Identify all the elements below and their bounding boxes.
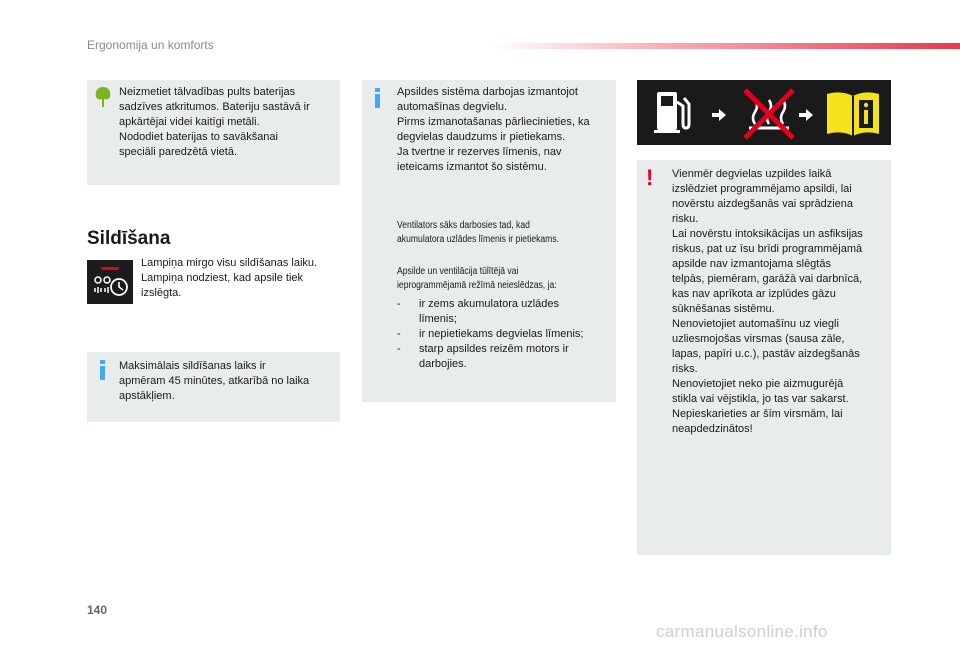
arrow-right-icon: [712, 109, 726, 121]
arrow-right-icon: [799, 109, 813, 121]
page-number: 140: [87, 603, 108, 617]
warning-note-box: [637, 160, 891, 555]
leaf-icon: [95, 86, 111, 108]
list-item: - ir zems akumulatora uzlādes līmenis;: [397, 297, 613, 327]
info-para-conditions: Apsilde un ventilācija tūlītējā vai ieprogrammējamā režīmā neieslēdzas, ja:: [397, 266, 557, 291]
info-para-fuel: Apsildes sistēma darbojas izmantojot automašīnas degvielu. Pirms izmanotašanas pārliecinieties, ka degvielas daudzums ir pietiekams. Ja tvertne ir rezerves līmenis, nav ieteicams izmantot šo sistēmu.: [397, 86, 590, 173]
fuel-pump-icon: [654, 92, 689, 133]
manual-book-icon: [827, 92, 879, 136]
info-note-text-left: Maksimālais sildīšanas laiks ir apmēram 45 minūtes, atkarībā no laika apstākļiem.: [119, 360, 310, 402]
header-accent-bar: [490, 43, 960, 49]
info-icon: [375, 88, 382, 108]
info-para-fan: Ventilators sāks darbosies tad, kad akumulatora uzlādes līmenis ir pietiekams.: [397, 220, 560, 245]
crossed-heater-icon: [745, 90, 793, 138]
eco-note-box: [87, 80, 340, 185]
list-item: - ir nepietiekams degvielas līmenis;: [397, 327, 613, 342]
lamp-description: Lampiņa mirgo visu sildīšanas laiku. Lampiņa nodziest, kad apsile tiek izslēgta.: [141, 257, 318, 299]
list-item: - starp apsildes reizēm motors ir darbojies.: [397, 342, 613, 372]
pictogram-strip: [637, 80, 891, 145]
conditions-list: [397, 297, 613, 372]
page-header-title: Ergonomija un komforts: [87, 38, 214, 52]
eco-note-text: Neizmetiet tālvadības pults baterijas sadzīves atkritumos. Bateriju sastāvā ir apkārtējai videi kaitīgi metāli. Nododiet baterijas to savākšanai speciāli paredzētā vietā.: [119, 86, 310, 158]
watermark: carmanualsonline.info: [656, 622, 828, 641]
info-icon: [100, 360, 107, 380]
heater-timer-icon: [87, 260, 133, 304]
section-title: Sildīšana: [87, 228, 171, 249]
warning-note-text: Vienmēr degvielas uzpildes laikā izslēdziet programmējamo apsildi, lai novērstu aizdegšanās vai sprādziena risku. Lai novērstu intoksikācijas un asfiksijas riskus, pat uz īsu brīdi programmējamā apsilde nav izmantojama slēgtās telpās, piemēram, garāžā vai darbnīcā, kas nav aprīkota ar izplūdes gāzu sūknēšanas sistēmu. Nenovietojiet automašīnu uz viegli uzliesmojošas virsmas (sausa zāle, lapas, papīri u.c.), pastāv aizdegšanās risks. Nenovietojiet neko pie aizmugurējā stikla vai vējstikla, jo tas var sakarst. Nepieskarieties ar šīm virsmām, lai neapdedzinātos!: [672, 168, 863, 435]
info-note-box-middle: [362, 80, 616, 402]
exclamation-icon: !: [646, 165, 654, 190]
info-note-box-left: [87, 352, 340, 422]
